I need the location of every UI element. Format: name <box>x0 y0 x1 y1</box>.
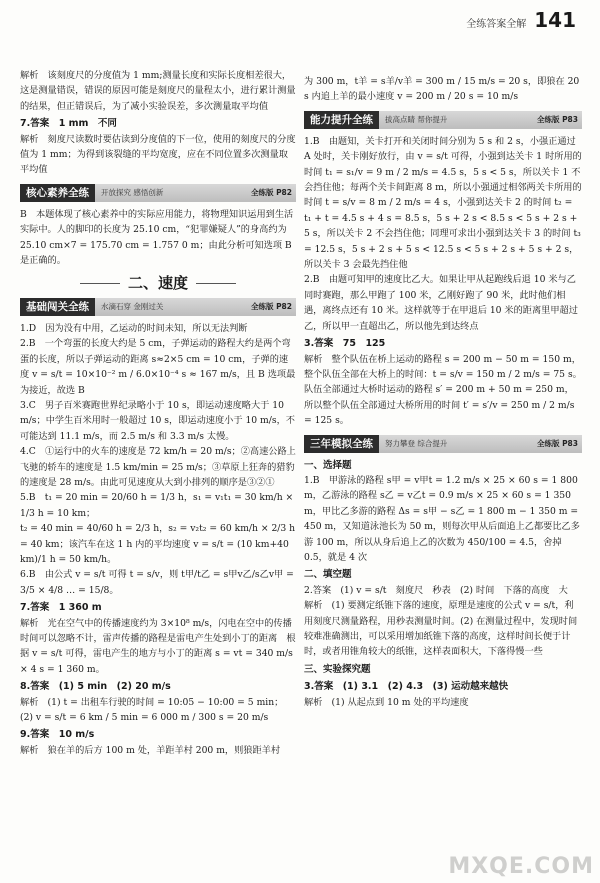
section-band <box>304 111 582 129</box>
paragraph: t₂ = 40 min = 40/60 h = 2/3 h，s₂ = v₂t₂ = 60 km/h × 2/3 h = 40 km；该汽车在这 1 h 内的平均速度 v = s/t = (10 km+40 km)/1 h = 50 km/h。 <box>20 523 296 565</box>
paragraph: 解析 光在空气中的传播速度约为 3×10⁸ m/s，闪电在空中的传播时间可以忽略不计，雷声传播的路程是雷电产生处到小丁的距离 根据 v = s/t 可得，雷电产生的地方与小丁的距离 s = vt = 340 m/s × 4 s = 1 360 m。 <box>20 617 296 675</box>
section-band <box>304 435 582 453</box>
paragraph: 解析 该刻度尺的分度值为 1 mm;测量长度和实际长度相差很大，这是测量错误，错误的原因可能是刻度尺的量程太小，进行累计测量的结果，但正错误后，为了减小实验误差，多次测量取平均值 <box>20 70 296 112</box>
paragraph: 2.B 由题可知甲的速度比乙大。如果让甲从起跑线后退 10 米与乙同时赛跑，那么甲跑了 100 米，乙刚好跑了 90 米，此时他们相遇，离终点还有 10 米。这样就等于在甲退后 10 米的距离里甲超过乙，所以甲一直超出乙，所以他先到达终点 <box>304 274 578 332</box>
left-column <box>20 68 296 758</box>
page-number: 141 <box>534 8 576 32</box>
paragraph: 4.C ①运行中的火车的速度是 72 km/h = 20 m/s；②高速公路上飞驰的轿车的速度是 1.5 km/min = 25 m/s；③草原上狂奔的猎豹的速度是 28 m/s。由此可见速度从大到小排列的顺序是③②① <box>20 446 296 488</box>
right-column <box>304 74 582 710</box>
band-label: 能力提升全练 <box>304 111 379 129</box>
band-subtitle: 拔高点睛 帮你提升 <box>385 115 448 125</box>
paragraph: B 本题体现了核心素养中的实际应用能力，将物理知识运用到生活实际中。人的脚印的长度为 25.10 cm，“犯罪嫌疑人”的身高约为 25.10 cm×7 = 175.70 cm = 1.757 0 m；由此分析可知选项 B 是正确的。 <box>20 208 294 267</box>
band-subtitle: 水滴石穿 金刚过关 <box>101 302 164 312</box>
section-title: 二、速度 <box>20 276 296 291</box>
band-edition: 全练版 P82 <box>250 188 292 198</box>
answer-heading: 8.答案 (1) 5 min (2) 20 m/s <box>20 681 171 693</box>
paragraph: 1.B 由题知，关卡打开和关闭时间分别为 5 s 和 2 s，小强正通过 A 处时，关卡刚好放行，由 v = s/t 可得，小强到达关卡 1 时所用的时间 t₁ = s₁/v = 9 m / 2 m/s = 4.5 s，5 s < 5 s，所以关卡 1 不会挡住他；每两个关卡间距离 8 m，所以小强通过相邻两关卡所用的时间 t = s/v = 8 m / 2 m/s = 4 s，小强到达关卡 2 的时间 t₂ = t₁ + t = 4.5 s + 4 s = 8.5 s，5 s + 2 s < 8.5 s < 5 s + 2 s + 5 s，所以关卡 2 不会挡住他；同理可求出小强到达关卡 3 的时间 t₃ = 12.5 s，5 s + 2 s + 5 s < 12.5 s < 5 s + 2 s + 5 s + 2 s，所以关卡 3 会最先挡住他 <box>304 135 582 271</box>
paragraph: 6.B 由公式 v = s/t 可得 t = s/v，则 t甲/t乙 = s甲v乙/s乙v甲 = 3/5 × 4/8 … = 15/8。 <box>20 569 294 596</box>
watermark: MXQE.COM <box>448 854 594 879</box>
band-label: 三年模拟全练 <box>304 435 379 453</box>
band-edition: 全练版 P83 <box>536 438 578 448</box>
paragraph: 解析 (1) t = 出租车行驶的时间 = 10:05 − 10:00 = 5 min； <box>20 696 284 708</box>
section-band <box>20 184 296 202</box>
answer-heading: 3.答案 (1) 3.1 (2) 4.3 (3) 运动越来越快 <box>304 681 509 693</box>
answer-heading: 9.答案 10 m/s <box>20 729 95 741</box>
band-subtitle: 努力攀登 综合提升 <box>385 438 448 448</box>
paragraph: (2) v = s/t = 6 km / 5 min = 6 000 m / 300 s = 20 m/s <box>20 712 269 724</box>
answer-heading: 7.答案 1 mm 不同 <box>20 118 117 130</box>
paragraph: 2.B 一个弯蛋的长度大约是 5 cm，子弹运动的路程大约是两个弯蛋的长度，所以子弹运动的距离 s≈2×5 cm = 10 cm，子弹的速度 v = s/t = 10×10⁻² m / 6.0×10⁻⁴ s ≈ 167 m/s，且 B 选项最为接近，故选 B <box>20 338 296 396</box>
band-edition: 全练版 P82 <box>250 302 292 312</box>
answer-heading: 7.答案 1 360 m <box>20 602 102 614</box>
header-title: 全练答案全解 <box>466 19 527 30</box>
paragraph: 解析 整个队伍在桥上运动的路程 s = 200 m − 50 m = 150 m，整个队伍全部在大桥上的时间：t = s/v = 150 m / 2 m/s = 75 s。队伍全部通过大桥时运动的路程 s′ = 200 m + 50 m = 250 m，所以整个队伍全部通过大桥所用的时间 t′ = s′/v = 250 m / 2 m/s = 125 s。 <box>304 353 582 427</box>
band-label: 基础闯关全练 <box>20 298 95 316</box>
paragraph: 1.B 甲游泳的路程 s甲 = v甲t = 1.2 m/s × 25 × 60 s = 1 800 m，乙游泳的路程 s乙 = v乙t = 0.9 m/s × 25 × 60 s = 1 350 m，甲比乙多游的路程 Δs = s甲 − s乙 = 1 800 m − 1 350 m = 450 m，又知道泳池长为 50 m，则每次甲从后面追上乙都要比乙多游 100 m，所以从身后追上乙的次数为 450/100 = 4.5，舍掉 0.5，就是 4 次 <box>304 474 580 563</box>
subsection-heading: 二、填空题 <box>304 569 352 581</box>
paragraph: 2.答案 (1) v = s/t 刻度尺 秒表 (2) 时间 下落的高度 大 <box>304 584 568 596</box>
paragraph: 解析 刻度尺读数时要估读到分度值的下一位，使用的刻度尺的分度值为 1 mm；为得到该裂缝的平均宽度，应在不同位置多次测量取平均值 <box>20 133 296 176</box>
paragraph: 3.C 男子百米赛跑世界纪录略小于 10 s，即运动速度略大于 10 m/s；中学生百米用时一般超过 10 s，即运动速度小于 10 m/s，不可能达到 11.1 m/s，而 2.5 m/s 和 3.3 m/s 太慢。 <box>20 399 295 442</box>
paragraph: 1.D 因为没有中用，乙运动的时间未知，所以无法判断 <box>20 322 248 334</box>
section-band <box>20 298 296 316</box>
paragraph: 5.B t₁ = 20 min = 20/60 h = 1/3 h，s₁ = v₁t₁ = 30 km/h × 1/3 h = 10 km； <box>20 492 294 519</box>
band-label: 核心素养全练 <box>20 184 95 202</box>
paragraph: 解析 (1) 从起点到 10 m 处的平均速度 <box>304 696 469 708</box>
paragraph: 解析 (1) 要测定纸锥下落的速度，原理是速度的公式 v = s/t，利用刻度尺测量路程，用秒表测量时间。(2) 在测量过程中，发现时间较难准确测出，可以采用增加纸锥下落的高度，这样时间长便于计时，或者用锥角较大的纸锥，这样表面积大，下落得慢一些 <box>304 600 578 658</box>
paragraph: 为 300 m，t羊 = s羊/v羊 = 300 m / 15 m/s = 20 s，即狼在 20 s 内追上羊的最小速度 v = 200 m / 20 s = 10 m/s <box>304 76 580 103</box>
subsection-heading: 一、选择题 <box>304 459 352 471</box>
band-subtitle: 开放探究 感悟创新 <box>101 188 164 198</box>
page-header <box>466 8 576 32</box>
band-edition: 全练版 P83 <box>536 115 578 125</box>
subsection-heading: 三、实验探究题 <box>304 663 371 675</box>
paragraph: 解析 狼在羊的后方 100 m 处，羊距羊村 200 m，则狼距羊村 <box>20 744 281 756</box>
answer-heading: 3.答案 75 125 <box>304 338 386 350</box>
